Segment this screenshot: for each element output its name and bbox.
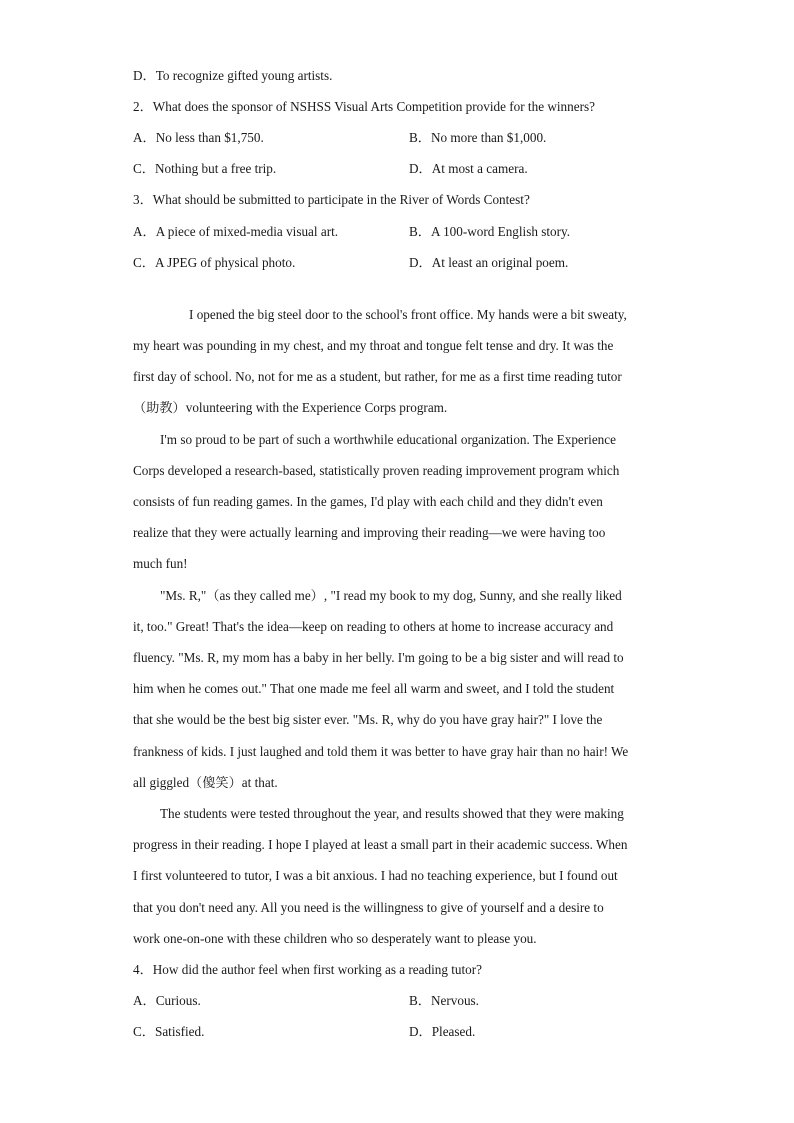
q2-option-a: A．No less than $1,750. xyxy=(133,130,264,145)
q1-option-d: D．To recognize gifted young artists. xyxy=(133,68,333,83)
passage-line: consists of fun reading games. In the games, I'd play with each child and they didn't even xyxy=(133,494,603,509)
passage-line: him when he comes out." That one made me feel all warm and sweet, and I told the student xyxy=(133,681,615,696)
q3-option-c: C．A JPEG of physical photo. xyxy=(133,255,296,270)
passage-line: I opened the big steel door to the school's front office. My hands were a bit sweaty, xyxy=(189,307,627,322)
q4-option-d: D．Pleased. xyxy=(409,1024,476,1039)
q2-options-row-1 xyxy=(133,129,673,147)
passage-line: The students were tested throughout the year, and results showed that they were making xyxy=(160,806,624,821)
q4-option-a: A．Curious. xyxy=(133,993,201,1008)
q3-options-row-1 xyxy=(133,223,673,241)
q4-options-row-2 xyxy=(133,1023,673,1041)
passage-line: "Ms. R,"（as they called me）, "I read my book to my dog, Sunny, and she really liked xyxy=(160,588,622,603)
passage-line: it, too." Great! That's the idea—keep on reading to others at home to increase accuracy and xyxy=(133,619,614,634)
passage-line: my heart was pounding in my chest, and my throat and tongue felt tense and dry. It was the xyxy=(133,338,614,353)
q3-option-d: D．At least an original poem. xyxy=(409,255,569,270)
passage-line: realize that they were actually learning and improving their reading—we were having too xyxy=(133,525,606,540)
q2-question: 2．What does the sponsor of NSHSS Visual Arts Competition provide for the winners? xyxy=(133,99,595,114)
passage-line: frankness of kids. I just laughed and told them it was better to have gray hair than no hair! We xyxy=(133,744,629,759)
q2-option-d: D．At most a camera. xyxy=(409,161,528,176)
q4-option-b: B．Nervous. xyxy=(409,993,479,1008)
q2-option-b: B．No more than $1,000. xyxy=(409,130,547,145)
q4-options-row-1 xyxy=(133,992,673,1010)
q2-options-row-2 xyxy=(133,160,673,178)
passage-line: first day of school. No, not for me as a student, but rather, for me as a first time reading tutor xyxy=(133,369,622,384)
passage-line: （助教）volunteering with the Experience Corps program. xyxy=(133,400,448,415)
q3-options-row-2 xyxy=(133,254,673,272)
q2-option-c: C．Nothing but a free trip. xyxy=(133,161,277,176)
q3-option-b: B．A 100-word English story. xyxy=(409,224,571,239)
passage-line: all giggled（傻笑）at that. xyxy=(133,775,278,790)
passage-line: Corps developed a research-based, statistically proven reading improvement program which xyxy=(133,463,620,478)
passage-line: progress in their reading. I hope I played at least a small part in their academic success. When xyxy=(133,837,628,852)
passage-line: that you don't need any. All you need is the willingness to give of yourself and a desire to xyxy=(133,900,604,915)
passage-line: much fun! xyxy=(133,556,188,571)
q4-question: 4．How did the author feel when first working as a reading tutor? xyxy=(133,962,483,977)
passage-line: I'm so proud to be part of such a worthwhile educational organization. The Experience xyxy=(160,432,616,447)
q3-question: 3．What should be submitted to participate in the River of Words Contest? xyxy=(133,192,530,207)
passage-line: that she would be the best big sister ever. "Ms. R, why do you have gray hair?" I love the xyxy=(133,712,603,727)
passage-line: work one-on-one with these children who so desperately want to please you. xyxy=(133,931,537,946)
passage-line: I first volunteered to tutor, I was a bit anxious. I had no teaching experience, but I found out xyxy=(133,868,618,883)
passage-line: fluency. "Ms. R, my mom has a baby in her belly. I'm going to be a big sister and will read to xyxy=(133,650,624,665)
q4-option-c: C．Satisfied. xyxy=(133,1024,205,1039)
q3-option-a: A．A piece of mixed-media visual art. xyxy=(133,224,339,239)
